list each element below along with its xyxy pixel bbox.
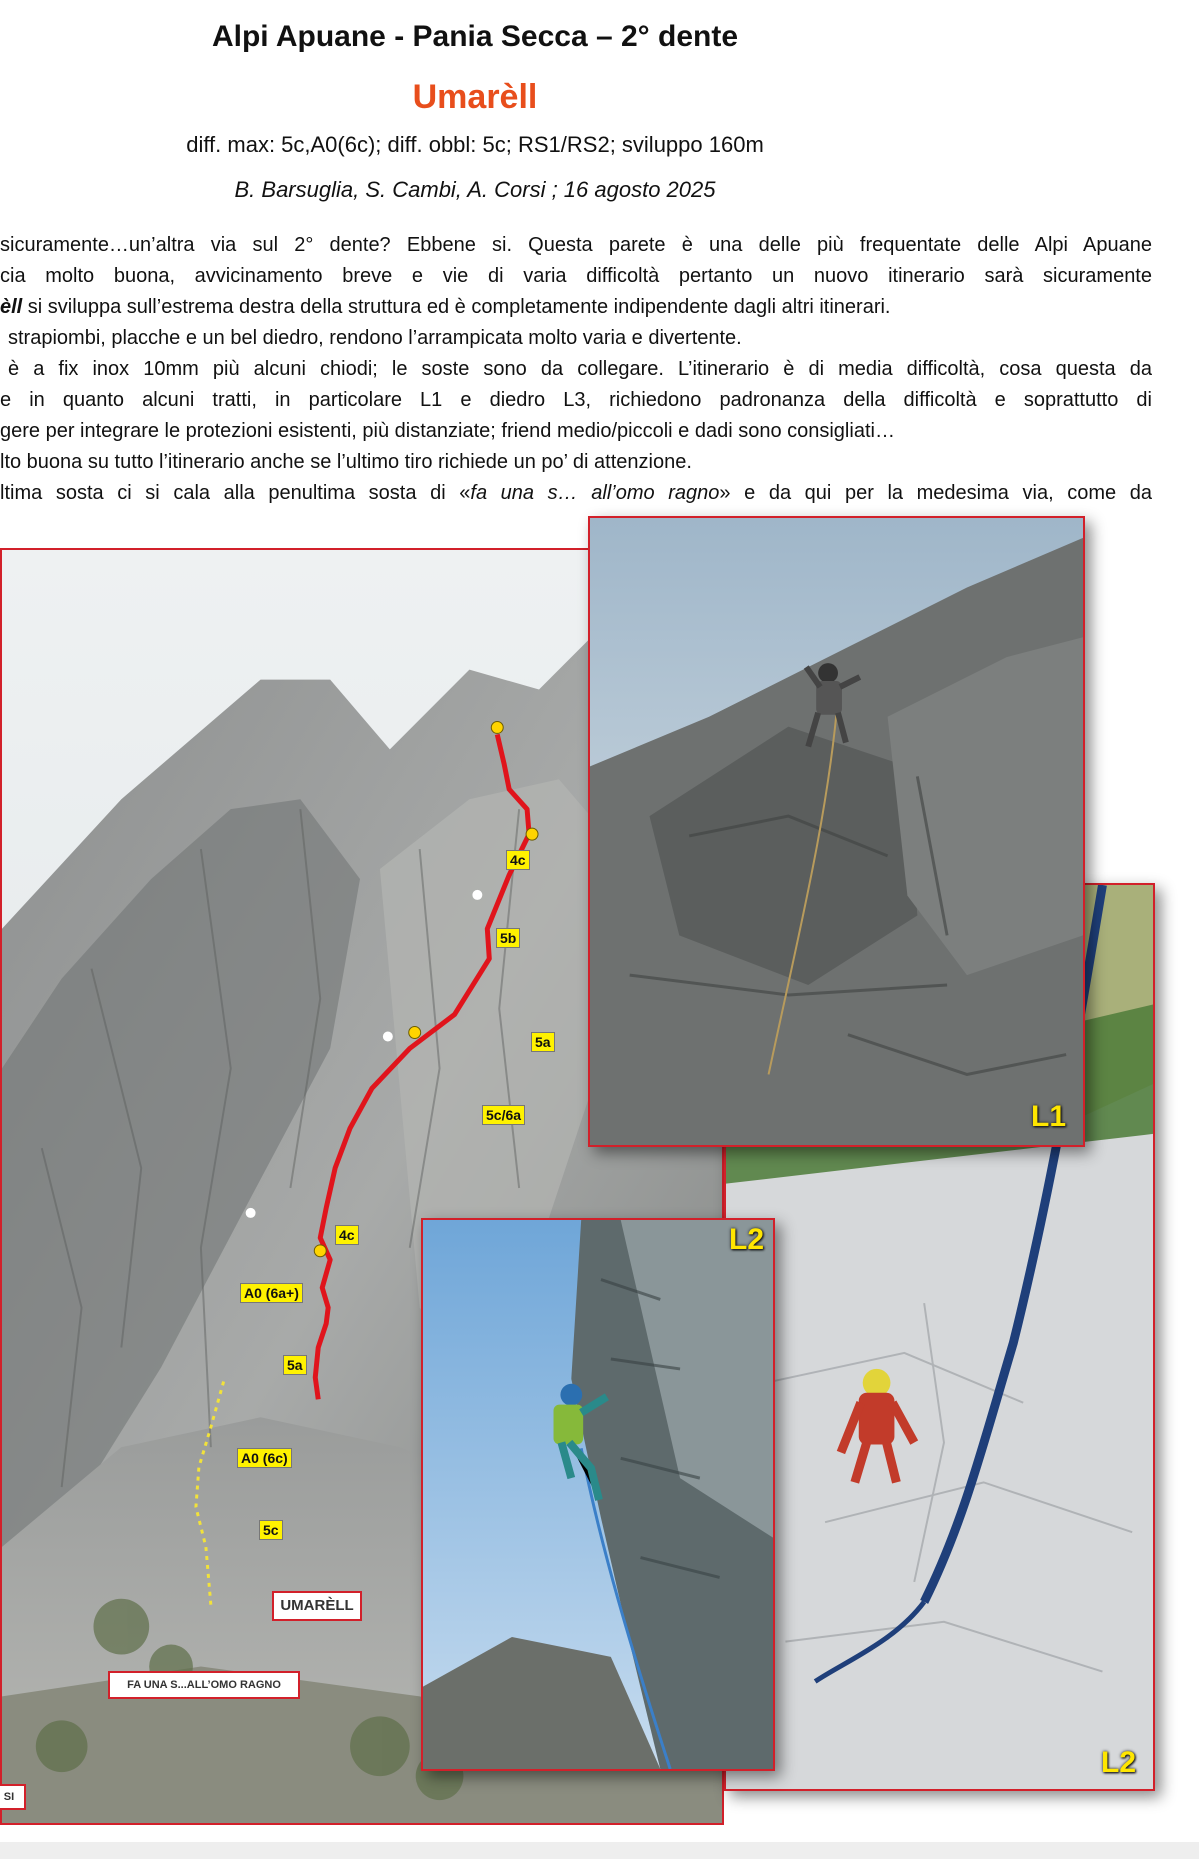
overhang-climber-image [590,518,1083,1145]
page-title: Alpi Apuane - Pania Secca – 2° dente [211,20,739,53]
body-line-6: e in quanto alcuni tratti, in particolare L1 e diedro L3, richiedono padronanza della difficoltà e soprattutto di [0,389,1152,411]
grade-label: 5a [531,1032,555,1052]
route-name-inline: èll [0,296,23,318]
other-route-tag: FA UNA S...ALL’OMO RAGNO [108,1671,300,1699]
grade-label: 4c [335,1225,359,1245]
body-line-3 [0,292,1152,323]
body-line-8: lto buona su tutto l’itinerario anche se l’ultimo tiro richiede un po’ di attenzione. [0,451,692,473]
body-line-5: è a fix inox 10mm più alcuni chiodi; le soste sono da collegare. L’itinerario è di media difficoltà, cosa questa da [8,358,1152,380]
edge-route-tag: SI [0,1784,26,1810]
grade-label: 5c [259,1520,283,1540]
pitch-l1-photo [588,516,1085,1147]
body-line-2: cia molto buona, avvicinamento breve e vie di varia difficoltà pertanto un nuovo itinerario sarà sicuramente [0,265,1152,287]
body-line-7: gere per integrare le protezioni esistenti, più distanziate; friend medio/piccoli e dadi sono consigliati… [0,420,895,442]
pitch-l1-label: L1 [1031,1100,1067,1133]
body-line-9-a: ltima sosta ci si cala alla penultima sosta di « [0,482,471,504]
umarell-route-tag: UMARÈLL [272,1591,362,1621]
body-line-9 [0,478,1152,509]
pitch-l2-label: L2 [729,1223,765,1256]
difficulty-line: diff. max: 5c,A0(6c); diff. obbl: 5c; RS1/RS2; sviluppo 160m [186,132,764,157]
grade-label: 5b [496,928,520,948]
pitch-l2-label-slab: L2 [1101,1746,1137,1779]
dihedral-climber-image [423,1220,773,1769]
grade-label: 5c/6a [482,1105,525,1125]
body-line-1: sicuramente…un’altra via sul 2° dente? Ebbene si. Questa parete è una delle più frequentate delle Alpi Apuane [0,234,1152,256]
pitch-l2-dihedral-photo [421,1218,775,1771]
body-line-3-text: si sviluppa sull’estrema destra della struttura ed è completamente indipendente dagli altri itinerari. [22,296,891,318]
body-line-4: strapiombi, placche e un bel diedro, rendono l’arrampicata molto varia e divertente. [8,327,742,349]
grade-label: 5a [283,1355,307,1375]
description [0,230,1160,509]
route-reference: fa una s… all’omo ragno [470,482,720,504]
route-name: Umarèll [412,78,538,116]
page-bottom-bar [0,1842,1199,1859]
grade-label: A0 (6c) [237,1448,292,1468]
grade-label: 4c [506,850,530,870]
body-line-9-b: » e da qui per la medesima via, come da [719,482,1152,504]
grade-label: A0 (6a+) [240,1283,303,1303]
authors-line: B. Barsuglia, S. Cambi, A. Corsi ; 16 agosto 2025 [234,177,716,202]
